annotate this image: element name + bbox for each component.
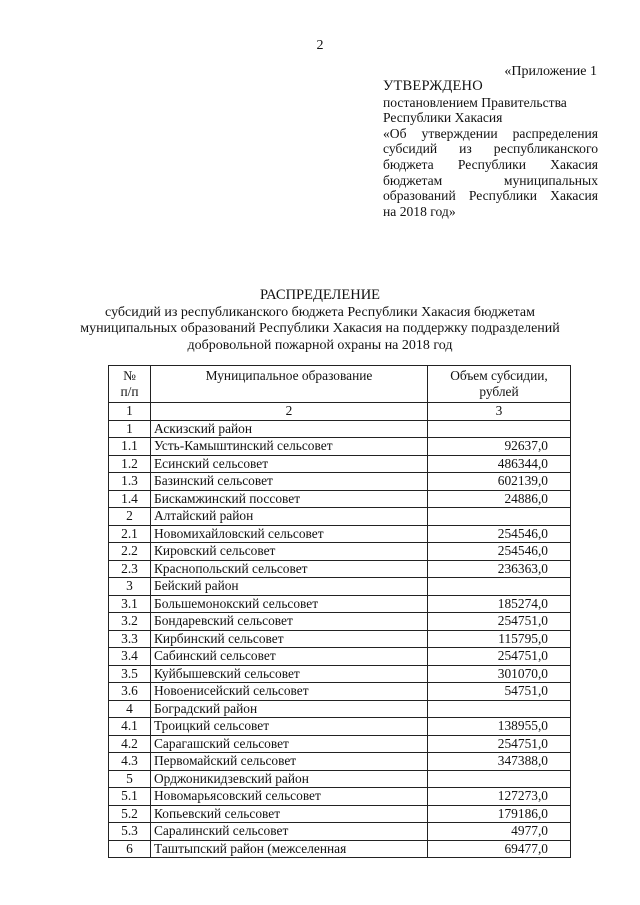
- row-name: Орджоникидзевский район: [151, 770, 428, 788]
- row-name: Сарагашский сельсовет: [151, 735, 428, 753]
- row-name: Бейский район: [151, 578, 428, 596]
- index-cell: 2: [151, 403, 428, 421]
- row-amount: 301070,0: [428, 665, 571, 683]
- table-row: [109, 543, 571, 561]
- table-row: [109, 525, 571, 543]
- table-row: [109, 473, 571, 491]
- row-name: Базинский сельсовет: [151, 473, 428, 491]
- row-name: Бискамжинский поссовет: [151, 490, 428, 508]
- row-name: Кировский сельсовет: [151, 543, 428, 561]
- row-amount: [428, 508, 571, 526]
- row-amount: 254546,0: [428, 543, 571, 561]
- row-name: Таштыпский район (межселенная: [151, 840, 428, 858]
- row-amount: [428, 420, 571, 438]
- title-line: субсидий из республиканского бюджета Республики Хакасия бюджетам: [105, 304, 535, 320]
- table-header-row: [109, 366, 571, 403]
- approval-line: «Об утверждении распределения: [383, 125, 598, 141]
- row-name: Кирбинский сельсовет: [151, 630, 428, 648]
- row-amount: 236363,0: [428, 560, 571, 578]
- row-amount: 24886,0: [428, 490, 571, 508]
- row-num: 3.3: [109, 630, 151, 648]
- row-num: 3.5: [109, 665, 151, 683]
- row-num: 2.3: [109, 560, 151, 578]
- table-row: [109, 788, 571, 806]
- table-row: [109, 805, 571, 823]
- approval-line: образований Республики Хакасия: [383, 188, 598, 204]
- row-amount: 254751,0: [428, 735, 571, 753]
- row-num: 2: [109, 508, 151, 526]
- approval-block: [383, 79, 598, 219]
- row-num: 1.2: [109, 455, 151, 473]
- row-num: 5.2: [109, 805, 151, 823]
- row-num: 2.2: [109, 543, 151, 561]
- approval-line: субсидий из республиканского: [383, 141, 598, 157]
- row-num: 4.1: [109, 718, 151, 736]
- row-name: Большемонокский сельсовет: [151, 595, 428, 613]
- row-amount: 254751,0: [428, 613, 571, 631]
- row-amount: 92637,0: [428, 438, 571, 456]
- row-amount: 347388,0: [428, 753, 571, 771]
- table-row: [109, 770, 571, 788]
- table-row: [109, 630, 571, 648]
- index-cell: 3: [428, 403, 571, 421]
- row-name: Усть-Камыштинский сельсовет: [151, 438, 428, 456]
- row-name: Боградский район: [151, 700, 428, 718]
- header-amount-line2: рублей: [479, 384, 519, 399]
- row-num: 4: [109, 700, 151, 718]
- approval-heading: УТВЕРЖДЕНО: [383, 78, 483, 94]
- row-name: Новомарьясовский сельсовет: [151, 788, 428, 806]
- subsidy-table: [108, 365, 571, 858]
- table-row: [109, 490, 571, 508]
- header-num-line1: №: [123, 368, 136, 383]
- approval-line: на 2018 год»: [383, 203, 456, 219]
- row-num: 1.3: [109, 473, 151, 491]
- row-amount: 127273,0: [428, 788, 571, 806]
- title-line: добровольной пожарной охраны на 2018 год: [187, 337, 453, 353]
- table-row: [109, 455, 571, 473]
- row-amount: [428, 578, 571, 596]
- row-num: 3.6: [109, 683, 151, 701]
- header-num-line2: п/п: [120, 384, 139, 399]
- row-name: Копьевский сельсовет: [151, 805, 428, 823]
- row-num: 5.1: [109, 788, 151, 806]
- title-heading: РАСПРЕДЕЛЕНИЕ: [259, 287, 381, 303]
- page-number: 2: [316, 38, 324, 53]
- row-name: Есинский сельсовет: [151, 455, 428, 473]
- row-amount: 138955,0: [428, 718, 571, 736]
- row-name: Куйбышевский сельсовет: [151, 665, 428, 683]
- table-row: [109, 753, 571, 771]
- row-amount: 254751,0: [428, 648, 571, 666]
- table-row: [109, 648, 571, 666]
- row-num: 4.2: [109, 735, 151, 753]
- table-row: [109, 508, 571, 526]
- table-row: [109, 735, 571, 753]
- row-amount: [428, 770, 571, 788]
- row-amount: 602139,0: [428, 473, 571, 491]
- table-row: [109, 823, 571, 841]
- table-row: [109, 438, 571, 456]
- approval-line: постановлением Правительства: [383, 94, 567, 110]
- approval-line: бюджетам муниципальных: [383, 172, 598, 188]
- row-num: 1.1: [109, 438, 151, 456]
- row-amount: 115795,0: [428, 630, 571, 648]
- row-amount: 179186,0: [428, 805, 571, 823]
- row-num: 6: [109, 840, 151, 858]
- table-row: [109, 840, 571, 858]
- approval-line: бюджета Республики Хакасия: [383, 156, 598, 172]
- row-name: Первомайский сельсовет: [151, 753, 428, 771]
- row-num: 1.4: [109, 490, 151, 508]
- table-row: [109, 420, 571, 438]
- document-title: [0, 287, 640, 354]
- header-num: [109, 366, 151, 403]
- row-name: Алтайский район: [151, 508, 428, 526]
- row-amount: 254546,0: [428, 525, 571, 543]
- header-amount: [428, 366, 571, 403]
- appendix-label: «Приложение 1: [504, 64, 597, 79]
- row-num: 1: [109, 420, 151, 438]
- row-name: Краснопольский сельсовет: [151, 560, 428, 578]
- table-row: [109, 560, 571, 578]
- row-num: 3.4: [109, 648, 151, 666]
- row-amount: [428, 700, 571, 718]
- approval-line: Республики Хакасия: [383, 110, 503, 126]
- row-name: Саралинский сельсовет: [151, 823, 428, 841]
- row-name: Аскизский район: [151, 420, 428, 438]
- row-num: 4.3: [109, 753, 151, 771]
- row-name: Троицкий сельсовет: [151, 718, 428, 736]
- row-name: Новомихайловский сельсовет: [151, 525, 428, 543]
- table-row: [109, 718, 571, 736]
- row-num: 5.3: [109, 823, 151, 841]
- table-row: [109, 665, 571, 683]
- table-index-row: [109, 403, 571, 421]
- row-amount: 486344,0: [428, 455, 571, 473]
- table-row: [109, 683, 571, 701]
- table-row: [109, 595, 571, 613]
- index-cell: 1: [109, 403, 151, 421]
- table-row: [109, 700, 571, 718]
- table-row: [109, 578, 571, 596]
- row-num: 3: [109, 578, 151, 596]
- table-row: [109, 613, 571, 631]
- row-num: 3.1: [109, 595, 151, 613]
- row-name: Бондаревский сельсовет: [151, 613, 428, 631]
- row-amount: 54751,0: [428, 683, 571, 701]
- row-num: 5: [109, 770, 151, 788]
- row-amount: 69477,0: [428, 840, 571, 858]
- row-num: 3.2: [109, 613, 151, 631]
- row-amount: 185274,0: [428, 595, 571, 613]
- title-line: муниципальных образований Республики Хакасия на поддержку подразделений: [80, 321, 560, 336]
- row-name: Сабинский сельсовет: [151, 648, 428, 666]
- header-amount-line1: Объем субсидии,: [450, 368, 548, 383]
- header-name: Муниципальное образование: [151, 366, 428, 403]
- row-num: 2.1: [109, 525, 151, 543]
- row-name: Новоенисейский сельсовет: [151, 683, 428, 701]
- row-amount: 4977,0: [428, 823, 571, 841]
